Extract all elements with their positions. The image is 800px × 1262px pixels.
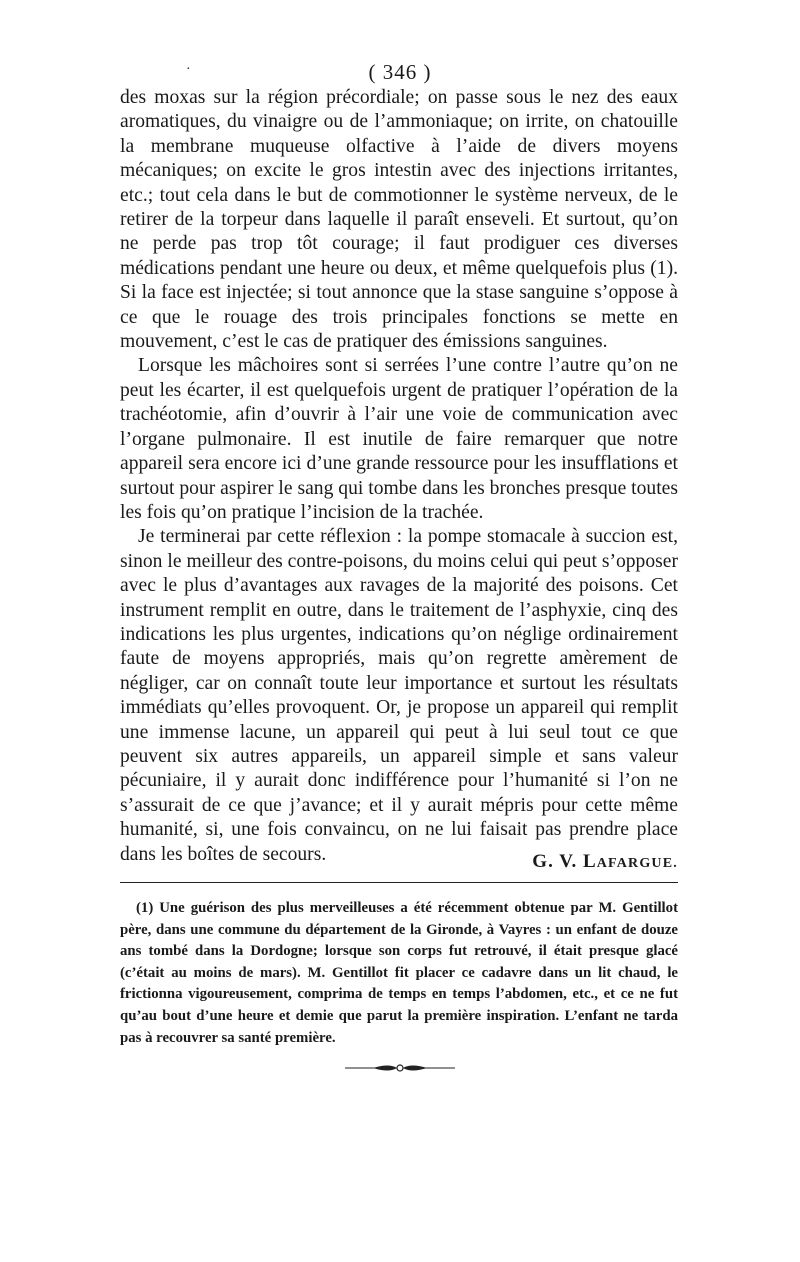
tailpiece-ornament-icon [0,1060,800,1078]
signature-initials: G. V. [532,851,578,872]
main-text [120,86,678,867]
paragraph-1: des moxas sur la région précordiale; on passe sous le nez des eaux aromatiques, du vinaigre ou de l’ammoniaque; on irrite, on chatouille la membrane muqueuse olfactive à l’aide de divers moyens mécaniques; on excite le gros intestin avec des injections irritantes, etc.; tout cela dans le but de commotionner le système nerveux, de le retirer de la torpeur dans laquelle il paraît enseveli. Et surtout, qu’on ne perde pas trop tôt courage; il faut prodiguer ces diverses médications pendant une heure ou deux, et même quelquefois plus (1). Si la face est injectée; si tout annonce que la stase sanguine s’oppose à ce que le rouage des trois principales fonctions se mette en mouvement, c’est le cas de pratiquer des émissions sanguines. [120,87,678,353]
header-dot: · [186,62,192,77]
footnote-rule [120,882,678,883]
footnote-text: (1) Une guérison des plus merveilleuses a été récemment obtenue par M. Gentillot père, dans une commune du département de la Gironde, à Vayres : un enfant de douze ans tombé dans la Dordogne; lorsque son corps fut retrouvé, il était presque glacé (c’était au moins de mars). M. Gentillot fit placer ce cadavre dans un lit chaud, le frictionna vigoureusement, comprima de temps en temps l’abdomen, etc., et ce ne fut qu’au bout d’une heure et demie que parut la première inspiration. L’enfant ne tarda pas à recouvrer sa santé première. [120,900,678,1046]
page-number: ( 346 ) [368,60,432,84]
footnote [120,898,678,1049]
author-signature [120,851,678,873]
paragraph-2: Lorsque les mâchoires sont si serrées l’une contre l’autre qu’on ne peut les écarter, il est quelquefois urgent de pratiquer l’opération de la trachéotomie, afin d’ouvrir à l’air une voie de communication avec l’organe pulmonaire. Il est inutile de faire remarquer que notre appareil sera encore ici d’une grande ressource pour les insufflations et surtout pour aspirer le sang qui tombe dans les bronches presque toutes les fois qu’on pratique l’incision de la trachée. [120,355,678,523]
signature-surname: LAFARGUE. [583,851,678,872]
page-header [0,60,800,85]
paragraph-3: Je terminerai par cette réflexion : la pompe stomacale à succion est, sinon le meilleur des contre-poisons, du moins celui qui peut s’opposer avec le plus d’avantages aux ravages de la majorité des poisons. Cet instrument remplit en outre, dans le traitement de l’asphyxie, cinq des indications les plus urgentes, indications qu’on néglige ordinairement faute de moyens appropriés, mais qu’on regrette amèrement de négliger, car on connaît toute leur importance et surtout les résultats immédiats qu’elles provoquent. Or, je propose un appareil qui remplit une immense lacune, un appareil qui peut à lui seul tout ce que peuvent six autres appareils, un appareil simple et sans valeur pécuniaire, il y aurait donc indifférence pour l’humanité si l’on ne s’assurait de ce que j’avance; et il y aurait mépris pour cette même humanité, si, une fois convaincu, on ne lui faisait pas prendre place dans les boîtes de secours. [120,526,678,865]
